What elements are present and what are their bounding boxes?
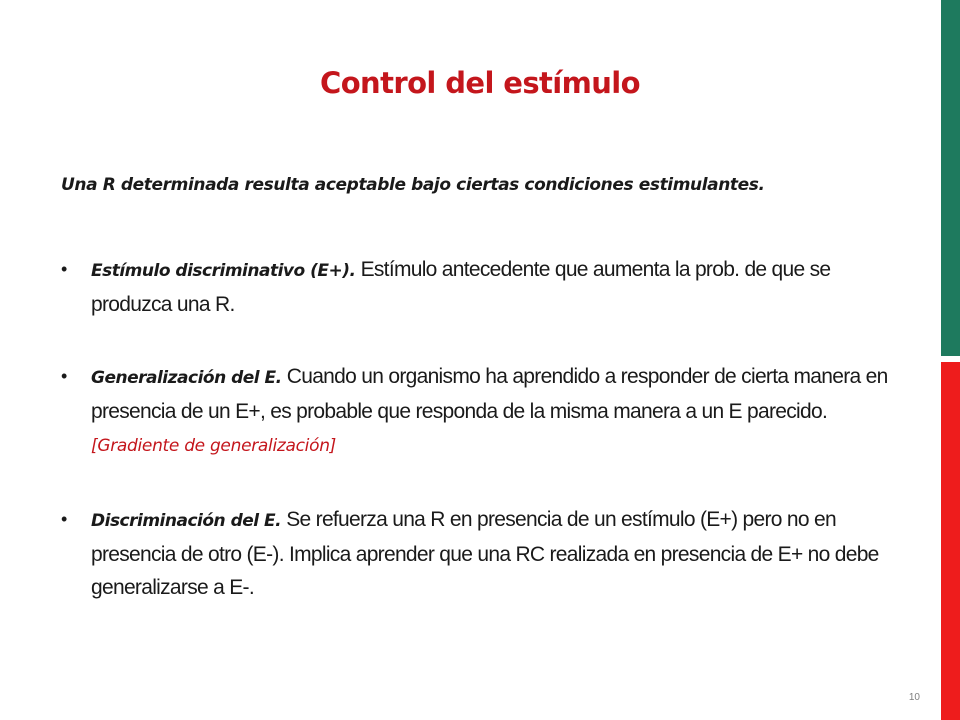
bullet-note: [Gradiente de generalización] <box>91 436 336 456</box>
bullet-dot: • <box>61 509 67 529</box>
bullet-body: Se refuerza una R en presencia de un estímulo (E+) pero no en presencia de otro (E-). Implica aprender que una RC realizada en presencia de E+ no debe generalizarse a E-. <box>91 508 879 599</box>
bullet-body: Estímulo antecedente que aumenta la prob. de que se produzca una R. <box>91 258 831 316</box>
bullet-body: Cuando un organismo ha aprendido a responder de cierta manera en presencia de un E+, es probable que responda de la misma manera a un E parecido. <box>91 365 888 423</box>
bullet-item <box>61 360 901 463</box>
bullet-term: Generalización del E. <box>91 368 282 388</box>
bullet-term: Discriminación del E. <box>91 511 282 531</box>
bullet-term: Estímulo discriminativo (E+). <box>91 261 356 281</box>
slide-title: Control del estímulo <box>320 66 640 100</box>
bullet-text <box>91 360 901 463</box>
bullet-dot: • <box>61 366 67 386</box>
bullet-dot: • <box>61 259 67 279</box>
bullet-item <box>61 503 901 604</box>
side-bar-green <box>941 0 960 356</box>
bullet-text <box>91 503 901 604</box>
page-number: 10 <box>908 692 920 703</box>
bullet-text <box>91 253 901 321</box>
side-bar-red <box>941 362 960 720</box>
bullet-item <box>61 253 901 321</box>
slide-intro: Una R determinada resulta aceptable bajo ciertas condiciones estimulantes. <box>61 175 765 195</box>
